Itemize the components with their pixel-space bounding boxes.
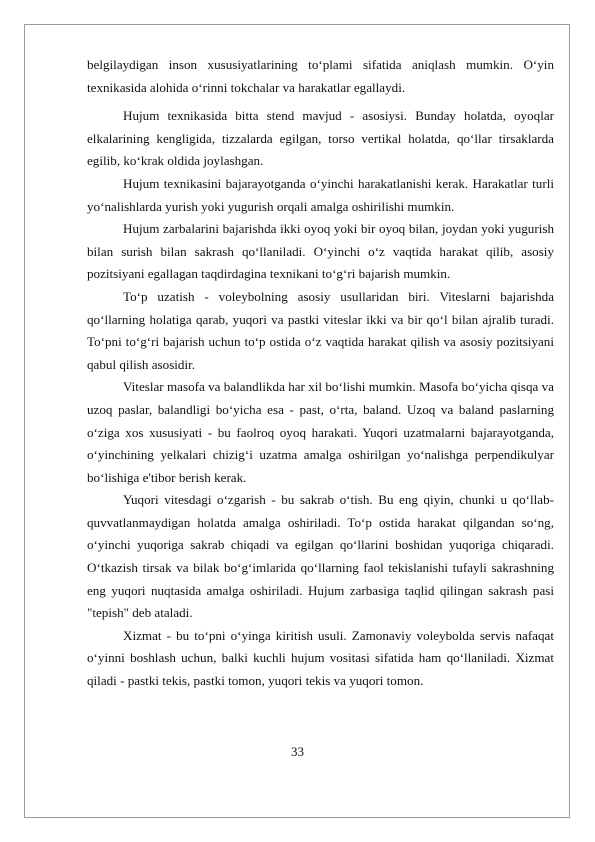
paragraph-5: To‘p uzatish - voleybolning asosiy usullaridan biri. Viteslarni bajarishda qo‘llarning holatiga qarab, yuqori va pastki viteslar ikki va bir qo‘l bilan ajralib turadi. To‘pni to‘g‘ri bajarish uchun to‘p ostida o‘z vaqtida harakat qilish va asosiy pozitsiyani qabul qilish asosidir. (87, 288, 554, 372)
paragraph-6: Viteslar masofa va balandlikda har xil bo‘lishi mumkin. Masofa bo‘yicha qisqa va uzoq paslar, balandligi bo‘yicha esa - past, o‘rta, baland. Uzoq va baland paslarning o‘ziga xos xususiyati - bu faolroq oyoq harakati. Yuqori uzatmalarni bajarayotganda, o‘yinchining yelkalari chizig‘i uzatma amalga oshirilgan yo‘nalishga perpendikulyar bo‘lishiga e'tibor berish kerak. (87, 379, 554, 485)
paragraph-1: belgilaydigan inson xususiyatlarining to‘plami sifatida aniqlash mumkin. O‘yin texnikasida alohida o‘rinni tokchalar va harakatlar egallaydi. (87, 57, 554, 95)
paragraph-3: Hujum texnikasini bajarayotganda o‘yinchi harakatlanishi kerak. Harakatlar turli yo‘nalishlarda yurish yoki yugurish orqali amalga oshirilishi mumkin. (87, 175, 554, 214)
paragraph-8: Xizmat - bu to‘pni o‘yinga kiritish usuli. Zamonaviy voleybolda servis nafaqat o‘yinni boshlash uchun, balki kuchli hujum vositasi sifatida ham qo‘llaniladi. Xizmat qiladi - pastki tekis, pastki tomon, yuqori tekis va yuqori tomon. (87, 627, 554, 689)
paragraph-7: Yuqori vitesdagi o‘zgarish - bu sakrab o‘tish. Bu eng qiyin, chunki u qo‘llab-quvvatlanmaydigan holatda amalga oshiriladi. To‘p ostida harakat qilgandan so‘ng, o‘yinchi yuqoriga sakrab chiqadi va egilgan qo‘llarini boshidan yuqoriga chiqaradi. O‘tkazish tirsak va bilak bo‘g‘imlarida qo‘llarning faol tekislanishi tufayli sakrashning eng yuqori nuqtasida amalga oshiriladi. Hujum zarbasiga taqlid qilingan sakrash pasi "tepish" deb ataladi. (87, 492, 554, 621)
paragraph-2: Hujum texnikasida bitta stend mavjud - asosiysi. Bunday holatda, oyoqlar elkalarining kengligida, tizzalarda egilgan, torso vertikal holatda, qo‘llar tirsaklarda egilib, ko‘krak oldida joylashgan. (87, 108, 554, 169)
document-body (87, 54, 554, 693)
page-number: 33 (291, 744, 304, 759)
paragraph-4: Hujum zarbalarini bajarishda ikki oyoq yoki bir oyoq bilan, joydan yoki yugurish bilan surish bilan sakrash qo‘llaniladi. O‘yinchi o‘z vaqtida harakat qilib, asosiy pozitsiyani egallagan taqdirdagina texnikani to‘g‘ri bajarish mumkin. (87, 221, 554, 282)
